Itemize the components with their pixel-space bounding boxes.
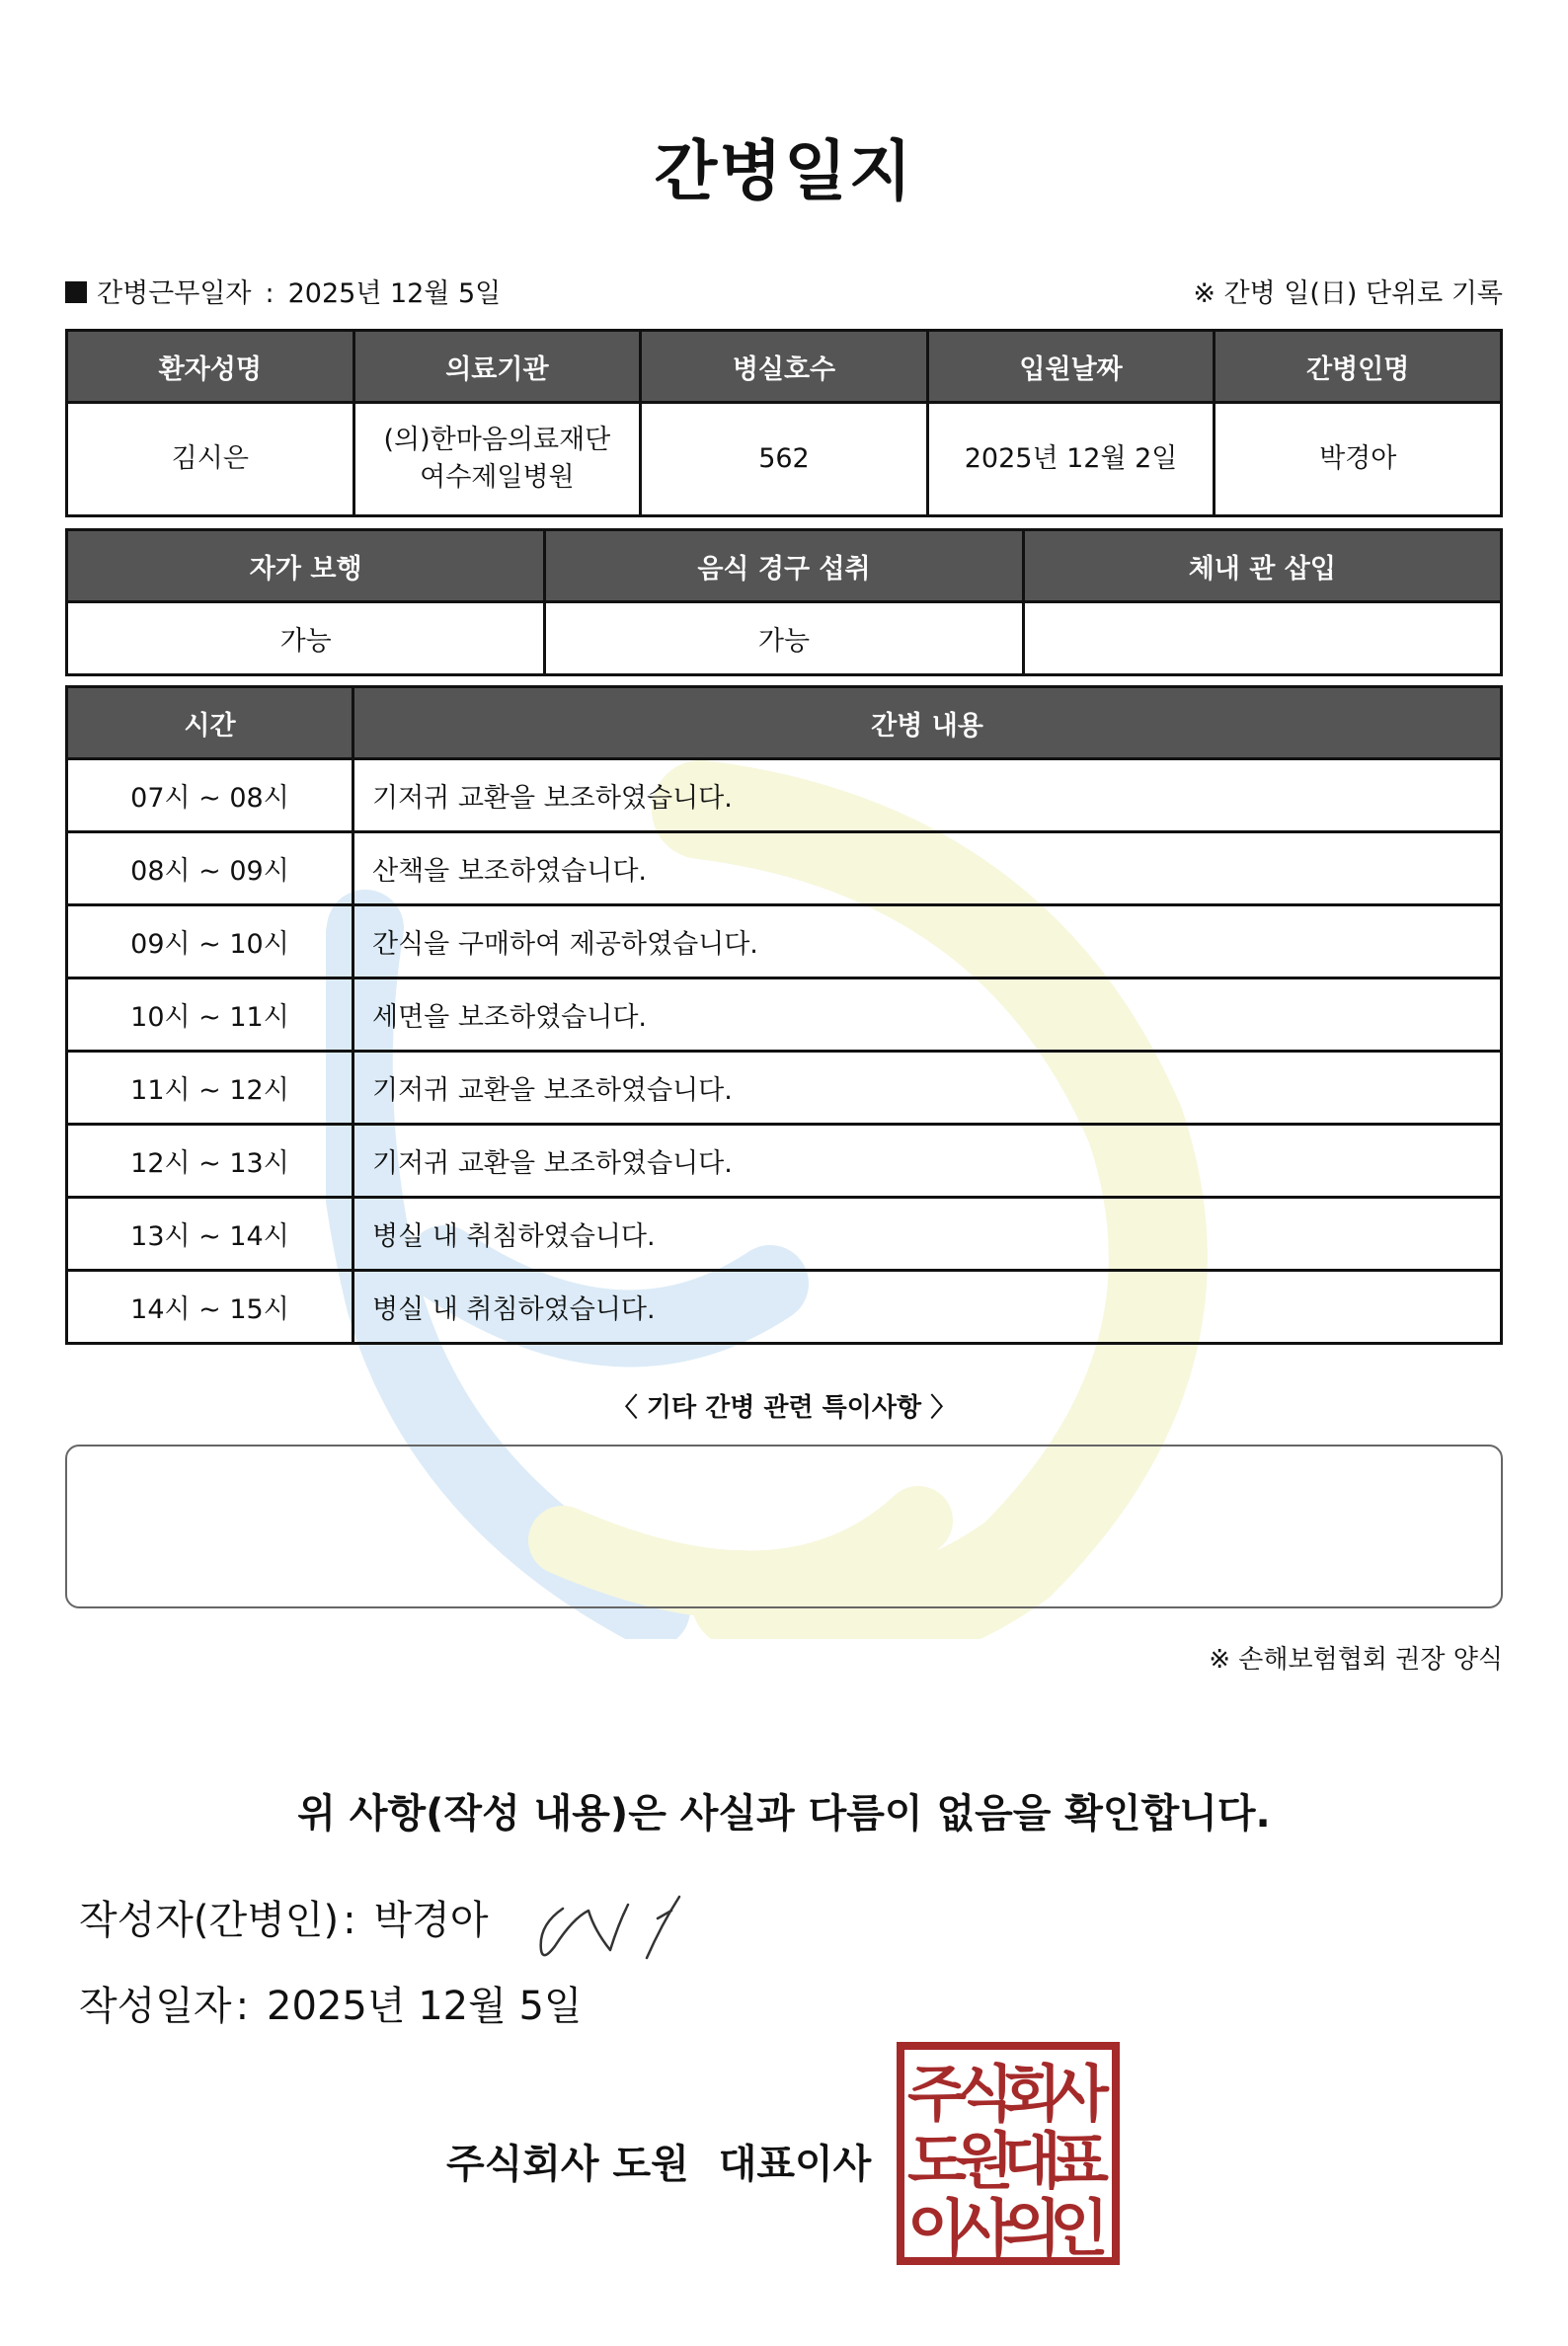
header-patient-name: 환자성명	[67, 331, 354, 403]
row-time: 12시 ~ 13시	[67, 1125, 353, 1198]
confirmation-statement: 위 사항(작성 내용)은 사실과 다름이 없음을 확인합니다.	[297, 1791, 1271, 1837]
written-date-label: 작성일자	[79, 1984, 232, 2029]
patient-name: 김시은	[67, 403, 354, 516]
header-tube-insertion: 체내 관 삽입	[1023, 530, 1501, 602]
table-row	[67, 1052, 1502, 1125]
svg-text:사: 사	[1050, 2058, 1109, 2130]
row-content: 병실 내 취침하였습니다.	[353, 1198, 1502, 1271]
svg-text:주: 주	[907, 2058, 967, 2130]
writer-separator: :	[343, 1898, 356, 1943]
work-date-separator: :	[265, 278, 274, 309]
meta-row	[65, 272, 1503, 311]
work-date-label: 간병근무일자	[97, 278, 252, 309]
care-log-table	[65, 685, 1503, 1345]
table-row	[67, 759, 1502, 832]
row-content: 기저귀 교환을 보조하였습니다.	[353, 1125, 1502, 1198]
writer-name: 박경아	[373, 1898, 489, 1943]
caregiver-name: 박경아	[1215, 403, 1502, 516]
row-content: 기저귀 교환을 보조하였습니다.	[353, 759, 1502, 832]
special-notes-box	[65, 1445, 1503, 1608]
written-date-value: 2025년 12월 5일	[267, 1984, 583, 2029]
row-content: 세면을 보조하였습니다.	[353, 978, 1502, 1052]
special-notes-title: 〈 기타 간병 관련 특이사항 〉	[611, 1393, 957, 1423]
institution-line-2: 여수제일병원	[420, 462, 575, 493]
row-time: 07시 ~ 08시	[67, 759, 353, 832]
company-name: 주식회사 도원	[446, 2142, 689, 2187]
header-caregiver: 간병인명	[1215, 331, 1502, 403]
room-number: 562	[641, 403, 928, 516]
svg-text:의: 의	[1002, 2192, 1061, 2264]
work-date	[65, 272, 501, 310]
record-unit-note: ※ 간병 일(日) 단위로 기록	[1193, 278, 1503, 309]
svg-text:사: 사	[955, 2192, 1014, 2264]
company-seal-stamp	[897, 2042, 1120, 2265]
oral-intake-value: 가능	[545, 602, 1023, 675]
header-care-content: 간병 내용	[353, 687, 1502, 759]
row-time: 09시 ~ 10시	[67, 905, 353, 978]
page-title: 간병일지	[654, 133, 914, 209]
svg-text:회: 회	[1002, 2058, 1061, 2130]
row-content: 기저귀 교환을 보조하였습니다.	[353, 1052, 1502, 1125]
written-date-separator: :	[235, 1984, 250, 2029]
patient-status-table	[65, 528, 1503, 676]
writer-row	[79, 1889, 488, 1945]
table-row	[67, 978, 1502, 1052]
company-title: 대표이사	[718, 2142, 872, 2187]
row-time: 10시 ~ 11시	[67, 978, 353, 1052]
table-row	[67, 1125, 1502, 1198]
table-row	[67, 905, 1502, 978]
written-date-row	[79, 1975, 583, 2031]
recommended-form-note: ※ 손해보험협회 권장 양식	[1209, 1645, 1503, 1675]
row-time: 11시 ~ 12시	[67, 1052, 353, 1125]
row-time: 14시 ~ 15시	[67, 1271, 353, 1344]
svg-text:표: 표	[1050, 2125, 1109, 2197]
svg-text:대: 대	[1002, 2125, 1061, 2197]
header-time: 시간	[67, 687, 353, 759]
svg-text:원: 원	[955, 2125, 1014, 2197]
square-bullet-icon	[65, 281, 87, 303]
institution	[353, 403, 641, 516]
tube-insertion-value	[1023, 602, 1501, 675]
work-date-value: 2025년 12월 5일	[287, 278, 502, 309]
header-self-walking: 자가 보행	[67, 530, 545, 602]
svg-text:식: 식	[955, 2058, 1014, 2130]
writer-label: 작성자(간병인)	[79, 1898, 340, 1943]
header-admission-date: 입원날짜	[927, 331, 1215, 403]
table-row	[67, 832, 1502, 905]
svg-text:이: 이	[907, 2192, 967, 2264]
patient-info-table	[65, 329, 1503, 517]
table-row	[67, 1198, 1502, 1271]
header-oral-intake: 음식 경구 섭취	[545, 530, 1023, 602]
header-room: 병실호수	[641, 331, 928, 403]
row-time: 13시 ~ 14시	[67, 1198, 353, 1271]
institution-line-1: (의)한마음의료재단	[383, 425, 611, 455]
row-content: 간식을 구매하여 제공하였습니다.	[353, 905, 1502, 978]
handwritten-signature	[533, 1881, 701, 1970]
row-content: 병실 내 취침하였습니다.	[353, 1271, 1502, 1344]
table-row	[67, 1271, 1502, 1344]
header-institution: 의료기관	[353, 331, 641, 403]
row-content: 산책을 보조하였습니다.	[353, 832, 1502, 905]
admission-date: 2025년 12월 2일	[927, 403, 1215, 516]
company-signature-line	[446, 2133, 871, 2189]
self-walking-value: 가능	[67, 602, 545, 675]
row-time: 08시 ~ 09시	[67, 832, 353, 905]
svg-text:인: 인	[1050, 2192, 1109, 2264]
svg-text:도: 도	[907, 2125, 967, 2197]
